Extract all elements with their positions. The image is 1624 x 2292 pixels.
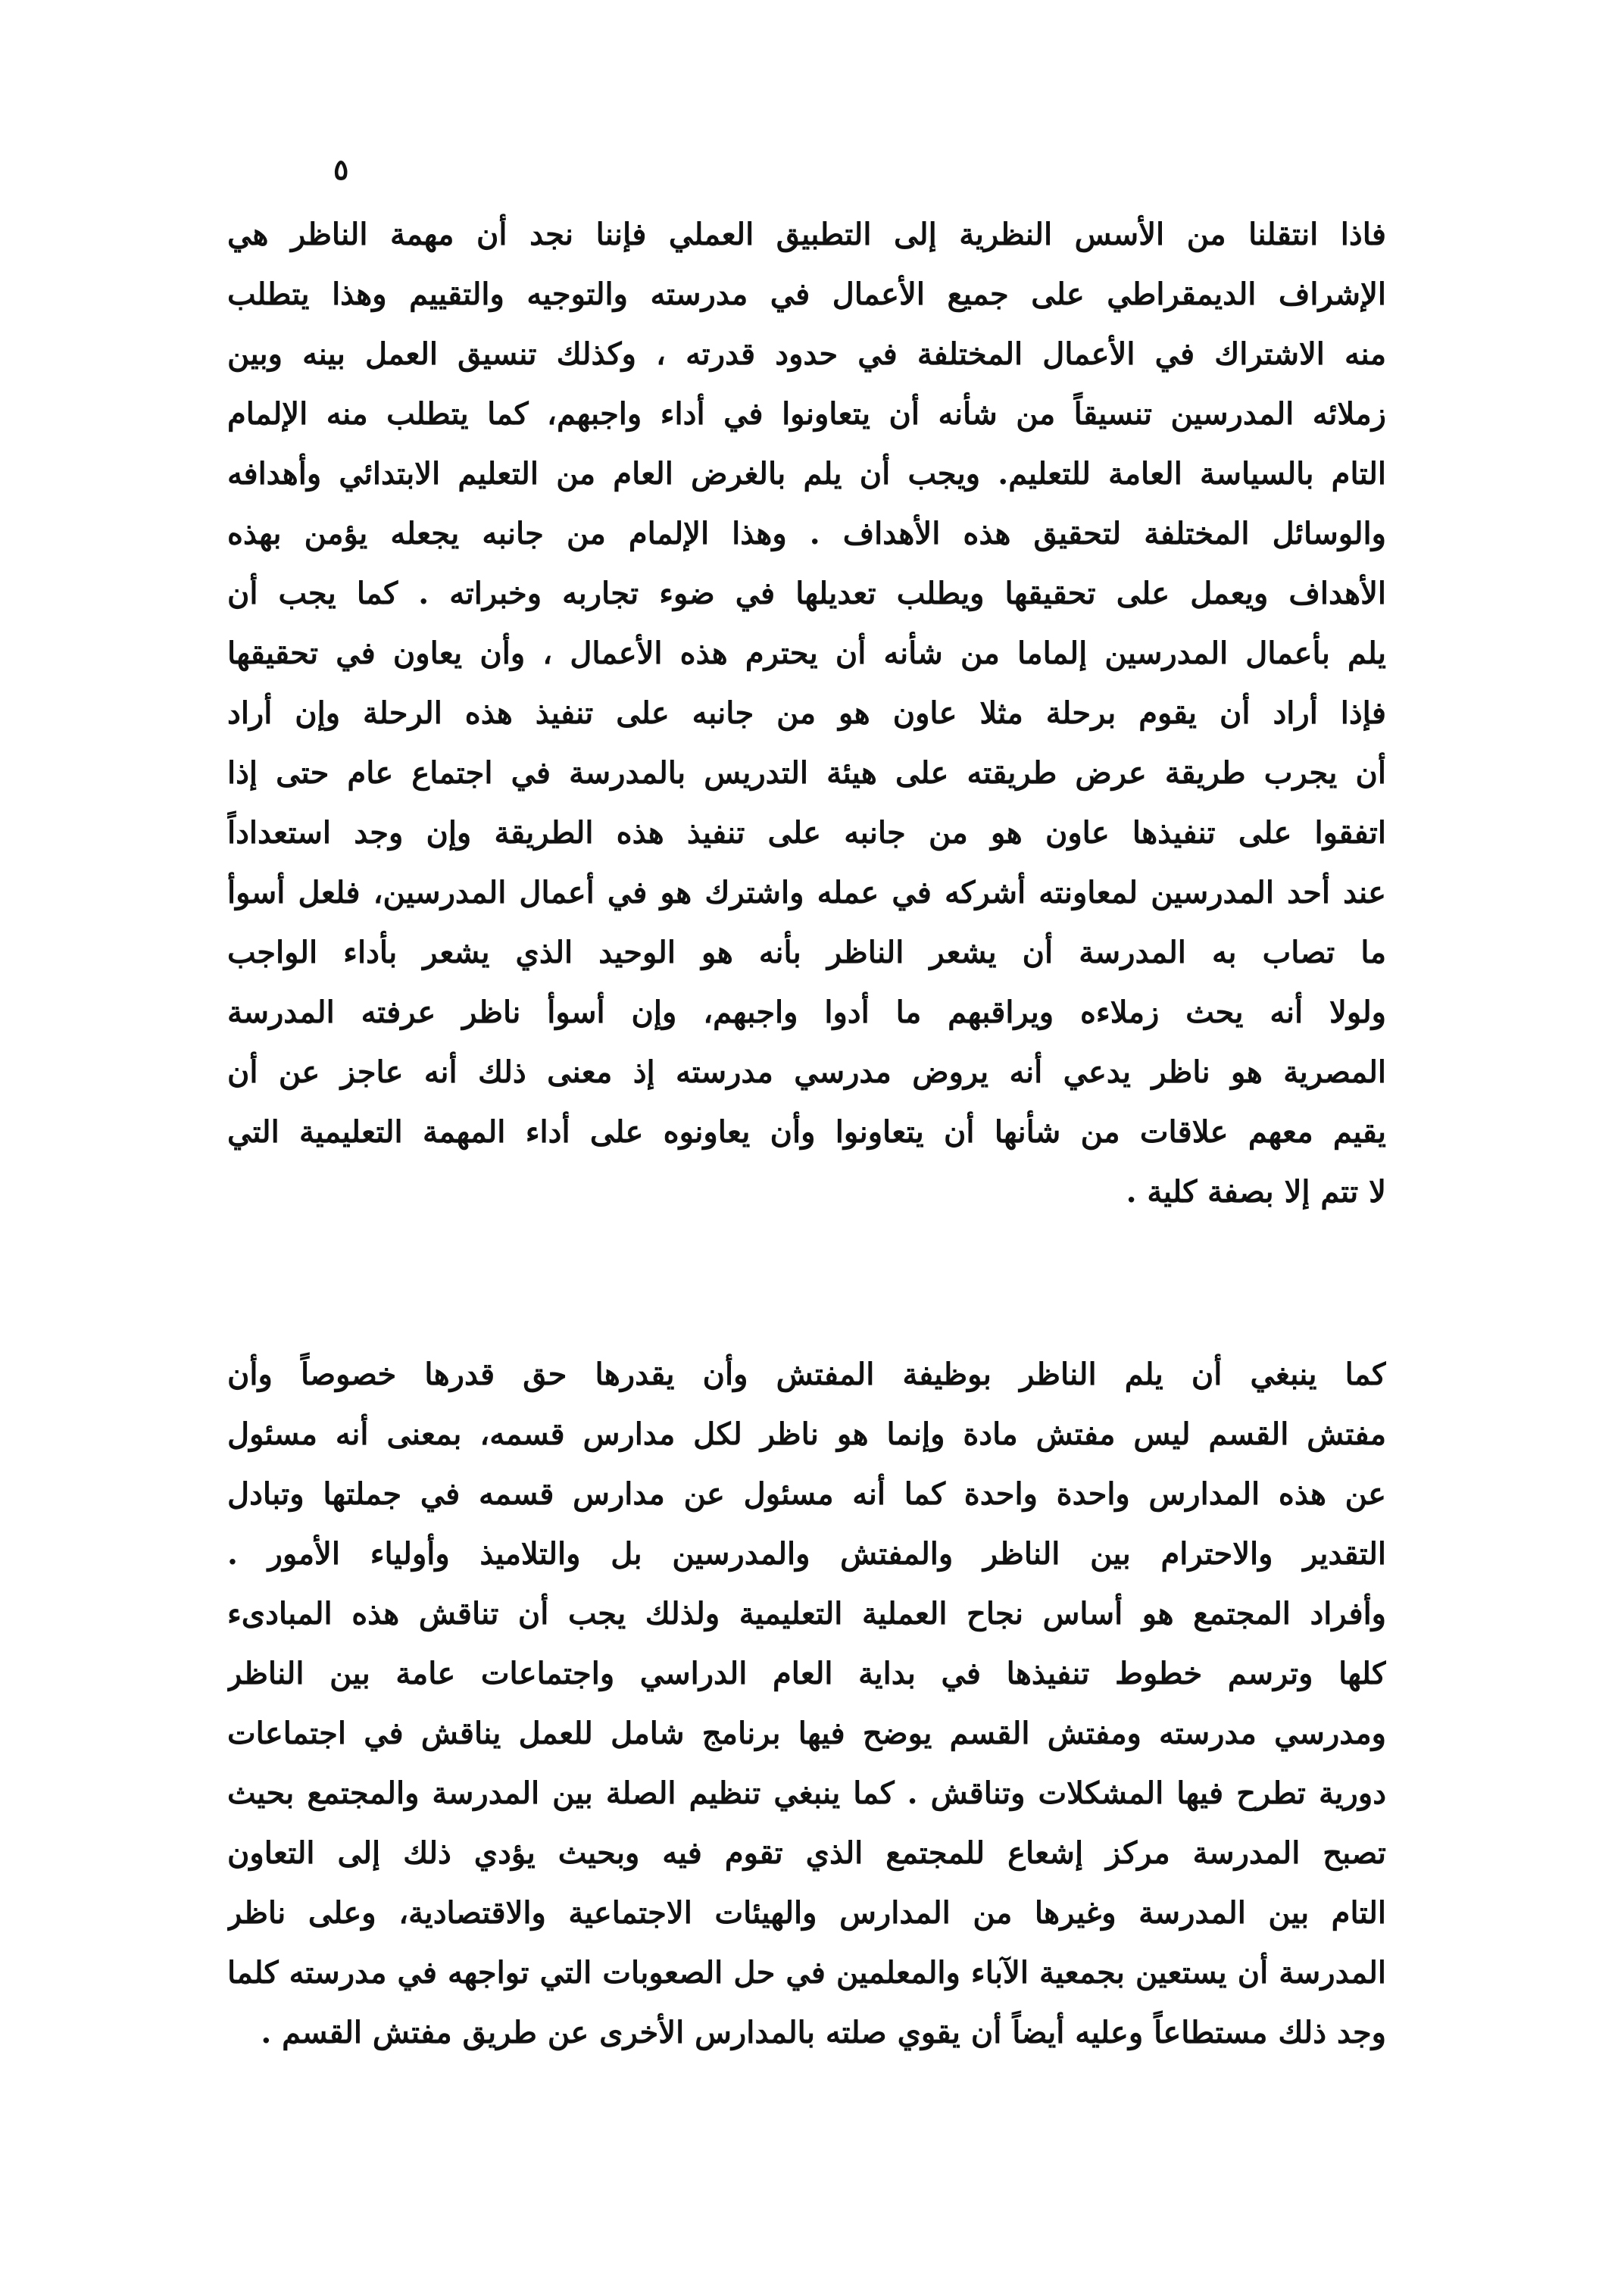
paragraph-line: المصرية هو ناظر يدعي أنه يروض مدرسي مدرسته إذ معنى ذلك أنه عاجز عن أن <box>227 1054 1386 1090</box>
paragraph-line: وأفراد المجتمع هو أساس نجاح العملية التعليمية ولذلك يجب أن تناقش هذه المبادىء <box>227 1596 1386 1632</box>
paragraph-line: عند أحد المدرسين لمعاونته أشركه في عمله واشترك هو في أعمال المدرسين، فلعل أسوأ <box>227 875 1386 910</box>
paragraph-line: التام بالسياسة العامة للتعليم. ويجب أن يلم بالغرض العام من التعليم الابتدائي وأهدافه <box>227 456 1386 492</box>
paragraph-line: وجد ذلك مستطاعاً وعليه أيضاً أن يقوي صلته بالمدارس الأخرى عن طريق مفتش القسم . <box>261 2015 1386 2050</box>
paragraph-line: فاذا انتقلنا من الأسس النظرية إلى التطبيق العملي فإننا نجد أن مهمة الناظر هي <box>227 217 1386 252</box>
paragraph-line: الإشراف الديمقراطي على جميع الأعمال في مدرسته والتوجيه والتقييم وهذا يتطلب <box>227 276 1386 312</box>
paragraph-line: والوسائل المختلفة لتحقيق هذه الأهداف . وهذا الإلمام من جانبه يجعله يؤمن بهذه <box>227 516 1386 551</box>
paragraph-line: الأهداف ويعمل على تحقيقها ويطلب تعديلها في ضوء تجاربه وخبراته . كما يجب أن <box>227 576 1386 611</box>
paragraph-line: التام بين المدرسة وغيرها من المدارس والهيئات الاجتماعية والاقتصادية، وعلى ناظر <box>227 1895 1386 1931</box>
paragraph-line: ولولا أنه يحث زملاءه ويراقبهم ما أدوا واجبهم، وإن أسوأ ناظر عرفته المدرسة <box>227 995 1386 1030</box>
paragraph-line: كلها وترسم خطوط تنفيذها في بداية العام الدراسي واجتماعات عامة بين الناظر <box>227 1656 1386 1691</box>
paragraph-line: ومدرسي مدرسته ومفتش القسم يوضح فيها برنامج شامل للعمل يناقش في اجتماعات <box>227 1716 1386 1751</box>
paragraph-line: فإذا أراد أن يقوم برحلة مثلا عاون هو من جانبه على تنفيذ هذه الرحلة وإن أراد <box>227 695 1386 731</box>
paragraph-line: تصبح المدرسة مركز إشعاع للمجتمع الذي تقوم فيه وبحيث يؤدي ذلك إلى التعاون <box>227 1835 1386 1871</box>
paragraph-line: يلم بأعمال المدرسين إلماما من شأنه أن يحترم هذه الأعمال ، وأن يعاون في تحقيقها <box>227 635 1386 671</box>
paragraph-line: التقدير والاحترام بين الناظر والمفتش والمدرسين بل والتلاميذ وأولياء الأمور . <box>227 1536 1386 1572</box>
paragraph-2 <box>227 1344 1386 2062</box>
paragraph-1 <box>227 205 1386 1222</box>
paragraph-line: ما تصاب به المدرسة أن يشعر الناظر بأنه هو الوحيد الذي يشعر بأداء الواجب <box>227 935 1386 970</box>
paragraph-line: يقيم معهم علاقات من شأنها أن يتعاونوا وأن يعاونوه على أداء المهمة التعليمية التي <box>227 1114 1386 1150</box>
paragraph-line: عن هذه المدارس واحدة واحدة كما أنه مسئول عن مدارس قسمه في جملتها وتبادل <box>227 1476 1386 1512</box>
page-number: ٥ <box>333 152 349 186</box>
paragraph-line: اتفقوا على تنفيذها عاون هو من جانبه على تنفيذ هذه الطريقة وإن وجد استعداداً <box>227 815 1386 851</box>
paragraph-line: كما ينبغي أن يلم الناظر بوظيفة المفتش وأن يقدرها حق قدرها خصوصاً وأن <box>227 1357 1386 1392</box>
paragraph-line: منه الاشتراك في الأعمال المختلفة في حدود قدرته ، وكذلك تنسيق العمل بينه وبين <box>227 336 1386 372</box>
paragraph-line: المدرسة أن يستعين بجمعية الآباء والمعلمين في حل الصعوبات التي تواجهه في مدرسته كلما <box>227 1955 1386 1991</box>
paragraph-line: زملائه المدرسين تنسيقاً من شأنه أن يتعاونوا في أداء واجبهم، كما يتطلب منه الإلمام <box>227 396 1386 432</box>
paragraph-line: لا تتم إلا بصفة كلية . <box>1126 1174 1386 1210</box>
paragraph-line: أن يجرب طريقة عرض طريقته على هيئة التدريس بالمدرسة في اجتماع عام حتى إذا <box>227 755 1386 791</box>
paragraph-line: مفتش القسم ليس مفتش مادة وإنما هو ناظر لكل مدارس قسمه، بمعنى أنه مسئول <box>227 1416 1386 1452</box>
paragraph-line: دورية تطرح فيها المشكلات وتناقش . كما ينبغي تنظيم الصلة بين المدرسة والمجتمع بحيث <box>227 1775 1386 1811</box>
